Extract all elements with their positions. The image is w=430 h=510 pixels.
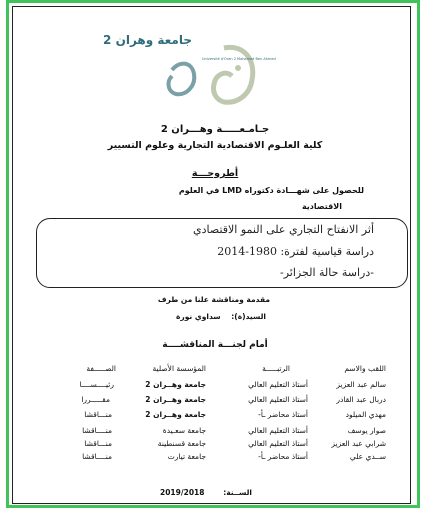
faculty-name: كلية العلـوم الاقتصادية التجارية وعلوم التسيير xyxy=(107,140,323,151)
member-institution: جامعة وهــران 2 xyxy=(145,395,206,404)
member-rank: أستاذ التعليم العالي xyxy=(248,395,308,404)
col-header-rank: الرتبـــــة xyxy=(262,364,290,373)
member-role: منـــاقشا xyxy=(84,439,112,448)
member-role: مقـــــررا xyxy=(81,395,110,404)
member-rank: أستاذ التعليم العالي xyxy=(248,426,308,435)
col-header-name: اللقب والاسم xyxy=(344,364,386,373)
member-name: ســدي علي xyxy=(349,452,386,461)
logo-french-text: Université d'Oran 2 Mohamed Ben Ahmed xyxy=(202,57,276,61)
col-header-institution: المؤسسة الأصلية xyxy=(152,364,206,373)
member-name: صوار يوسف xyxy=(347,426,386,435)
presenter-name: سداوي نورة xyxy=(175,312,221,321)
presenter-name-label: السيد(ة): xyxy=(231,312,266,321)
thesis-title-line3: -دراسة حالة الجزائر- xyxy=(280,266,374,279)
member-institution: جامعة وهــران 2 xyxy=(145,380,206,389)
thesis-title-line2: دراسة قياسية لفترة: 1980-2014 xyxy=(217,245,374,258)
thesis-type: أطروحـــة xyxy=(191,168,239,179)
thesis-purpose-line2: الاقتصادية xyxy=(301,202,342,211)
member-rank: أستاذ محاضر ـأ- xyxy=(258,452,308,461)
member-name: دربال عبد القادر xyxy=(336,395,386,404)
member-role: منــــاقشا xyxy=(82,452,112,461)
thesis-title-line1: أثر الانفتاح التجاري على النمو الاقتصادي xyxy=(193,223,374,236)
member-name: سالم عبد العزيز xyxy=(336,380,386,389)
logo-arabic-text: جامعة وهران 2 xyxy=(103,33,192,47)
member-institution: جامعة وهــران 2 xyxy=(145,410,206,419)
academic-year: 2019/2018 xyxy=(160,488,205,497)
presented-by-label: مقدمة ومناقشة علنا من طرف xyxy=(157,295,270,304)
member-institution: جامعة سعـيدة xyxy=(162,426,206,435)
member-role: منـــاقشا xyxy=(84,410,112,419)
member-name: شرابي عبد العزيز xyxy=(331,439,386,448)
committee-heading: أمام لجنـــة المناقشــــة xyxy=(162,340,268,350)
member-institution: جامعة تيارت xyxy=(167,452,206,461)
thesis-purpose-line1: للحصول على شهـــادة دكتوراه LMD في العلوم xyxy=(178,186,364,195)
presenter-line xyxy=(176,312,266,321)
member-rank: أستاذ التعليم العالي xyxy=(248,439,308,448)
year-label: الســنة: xyxy=(223,488,252,497)
member-rank: أستاذ التعليم العالي xyxy=(248,380,308,389)
member-role: منــــاقشا xyxy=(82,426,112,435)
member-institution: جامعة قسنطينة xyxy=(157,439,206,448)
university-logo xyxy=(103,30,278,116)
university-name: جـامـعـــــة وهـــران 2 xyxy=(160,124,270,135)
member-name: مهدي الميلود xyxy=(345,410,386,419)
col-header-role: الصـــــفة xyxy=(86,364,116,373)
member-role: رئيــــســــا xyxy=(79,380,114,389)
member-rank: أستاذ محاضر ـأ- xyxy=(258,410,308,419)
